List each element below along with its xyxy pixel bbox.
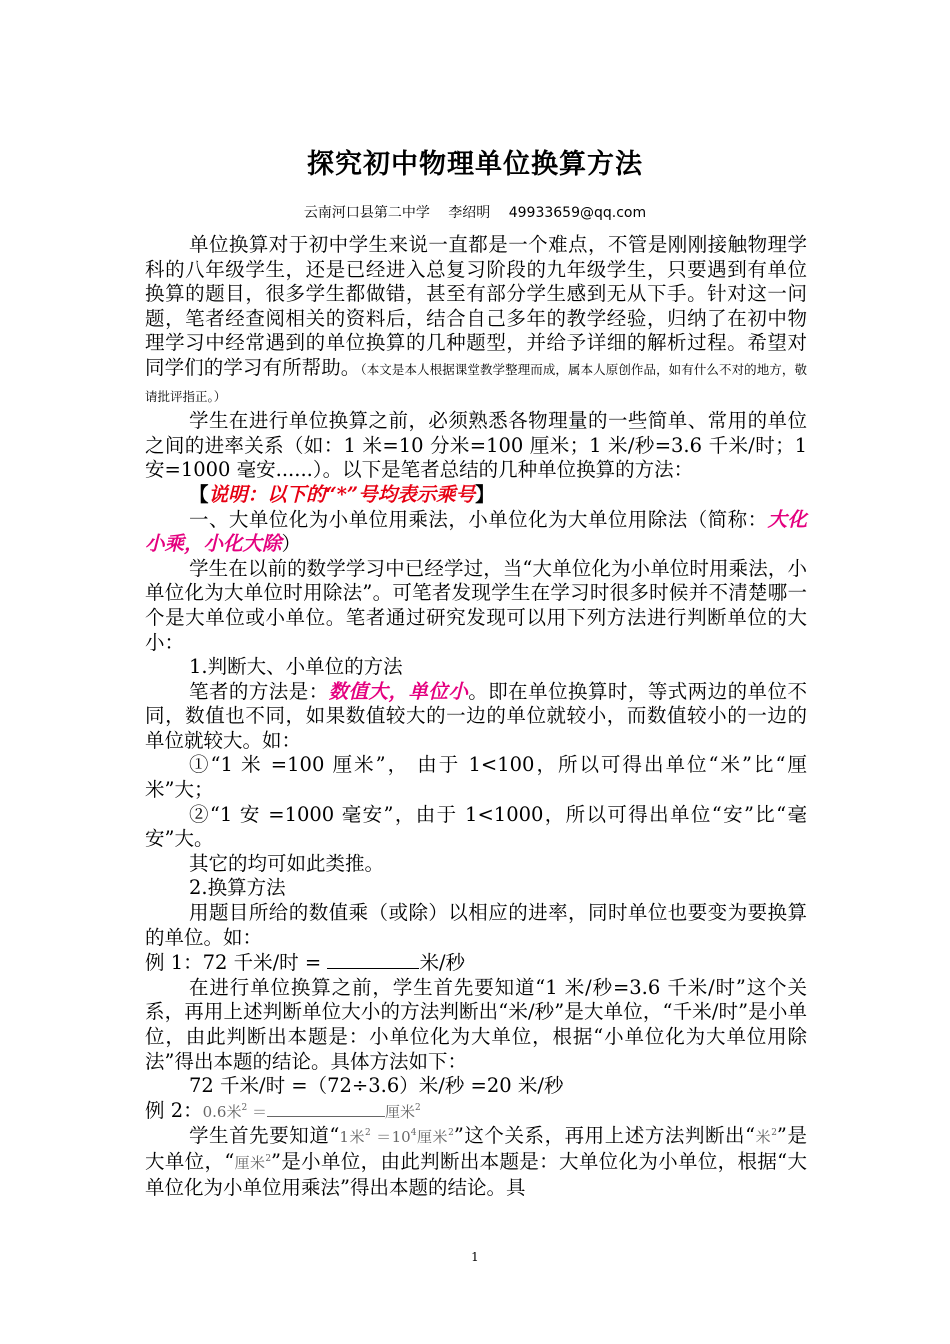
note-text: 说明：以下的“*”号均表示乘号 <box>208 482 476 506</box>
section-one-end: ） <box>281 532 302 556</box>
section-one-heading <box>145 508 807 557</box>
prereq-paragraph: 学生在进行单位换算之前，必须熟悉各物理量的一些简单、常用的单位之间的进率关系（如：1 米=10 分米=100 厘米；1 米/秒=3.6 千米/时；1 安=1000 毫安......）。以下是笔者总结的几种单位换算的方法： <box>145 409 807 482</box>
example-1-label: 例 1：72 千米/时 = <box>145 951 322 975</box>
intro-note: （本文是本人根据课堂教学整理而成，属本人原创作品，如有什么不对的地方，敬请批评指正。） <box>145 361 807 404</box>
answer-blank <box>327 950 419 969</box>
example-1-calculation: 72 千米/时 =（72÷3.6）米/秒 =20 米/秒 <box>189 1074 564 1098</box>
method-paragraph <box>145 680 807 754</box>
article-body <box>145 233 807 1200</box>
method-rule: 数值大，单位小 <box>328 679 469 703</box>
relation-formula: 1米$^2 =10^4$厘米$^2$ <box>339 1128 454 1147</box>
page-title: 探究初中物理单位换算方法 <box>307 149 643 180</box>
example-2-formula: 0.6米$^2$ ＝ 厘米$^2$ <box>202 1102 421 1121</box>
subheading-conversion-method: 2.换算方法 <box>189 876 286 900</box>
example-1 <box>145 950 807 976</box>
unit-square-meter: 米$^2$ <box>755 1128 777 1147</box>
section-one-rule: 大化小乘，小化大除 <box>145 507 807 556</box>
page-number: 1 <box>471 1250 479 1264</box>
method-text-b: 。即在单位换算时，等式两边的单位不同，数值也不同，如果数值较大的一边的单位就较小，而数值较小的一边的单位就较大。如： <box>145 679 807 752</box>
example-2-label: 例 2： <box>145 1098 203 1122</box>
example-1-unit: 米/秒 <box>419 951 466 975</box>
author-line: 云南河口县第二中学 李绍明 49933659@qq.com <box>303 205 647 221</box>
note-close-bracket: 】 <box>475 482 495 506</box>
example-1-explanation: 在进行单位换算之前，学生首先要知道“1 米/秒=3.6 千米/时”这个关系，再用上述判断单位大小的方法判断出“米/秒”是大单位，“千米/时”是小单位，由此判断出本题是：小单位化为大单位，根据“小单位化为大单位用除法”得出本题的结论。具体方法如下： <box>145 975 807 1073</box>
intro-paragraph <box>145 233 807 409</box>
section-one-text: 一、大单位化为小单位用乘法，小单位化为大单位用除法（简称： <box>189 507 768 531</box>
example-b: ②“1 安 =1000 毫安”，由于 1<1000，所以可得出单位“安”比“毫安”大。 <box>145 802 807 851</box>
subheading-judge-units: 1.判断大、小单位的方法 <box>189 655 403 679</box>
background-paragraph: 学生在以前的数学学习中已经学过，当“大单位化为小单位时用乘法，小单位化为大单位时用除法”。可笔者发现学生在学习时很多时候并不清楚哪一个是大单位或小单位。笔者通过研究发现可以用下列方法进行判断单位的大小： <box>145 556 807 654</box>
intro-text: 单位换算对于初中学生来说一直都是一个难点，不管是刚刚接触物理学科的八年级学生，还是已经进入总复习阶段的九年级学生，只要遇到有单位换算的题目，很多学生都做错，甚至有部分学生感到无从下手。针对这一问题，笔者经查阅相关的资料后，结合自己多年的教学经验，归纳了在初中物理学习中经常遇到的单位换算的几种题型，并给予详细的解析过程。希望对同学们的学习有所帮助。 <box>145 233 807 379</box>
answer-blank <box>267 1102 385 1117</box>
example-2 <box>145 1099 807 1125</box>
note-open-bracket: 【 <box>189 482 209 506</box>
analogy-line: 其它的均可如此类推。 <box>189 851 385 875</box>
unit-square-centimeter: 厘米$^2$ <box>234 1153 272 1172</box>
method-text-a: 笔者的方法是： <box>189 679 329 703</box>
conversion-paragraph: 用题目所给的数值乘（或除）以相应的进率，同时单位也要变为要换算的单位。如： <box>145 901 807 949</box>
example-2-explanation: 学生首先要知道“1米$^2 =10^4$厘米$^2$”这个关系，再用上述方法判断出“米$^2$”是大单位，“厘米$^2$”是小单位，由此判断出本题是：大单位化为小单位，根据“大单位化为小单位用乘法”得出本题的结论。具 <box>145 1124 807 1199</box>
note-line <box>145 483 807 508</box>
example-a: ①“1 米 =100 厘米”， 由于 1<100，所以可得出单位“米”比“厘米”大； <box>145 753 807 802</box>
